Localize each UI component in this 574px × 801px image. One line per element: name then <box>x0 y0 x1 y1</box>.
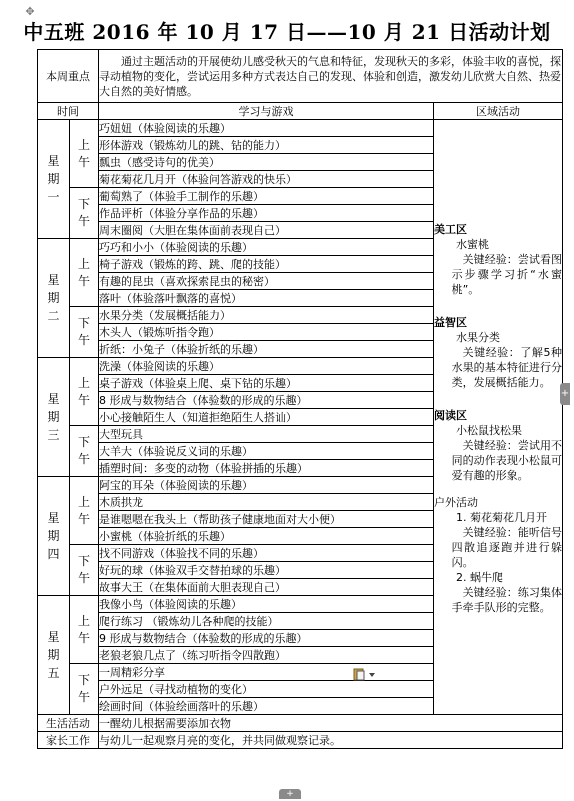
day-label: 星 期 五 <box>38 596 70 715</box>
area-puzzle-exp: 关键经验：了解5种水果的基本特征进行分类，发展概括能力。 <box>451 345 562 389</box>
area-outdoor-exp1: 关键经验：能听信号四散追逐跑并进行躲闪。 <box>451 525 562 569</box>
header-time: 时间 <box>38 103 99 120</box>
focus-text: 通过主题活动的开展使幼儿感受秋天的气息和特征，发现秋天的多彩，体验丰收的喜悦，探寻动植物的变化，尝试运用多种方式表达自己的发现、体验和创造，激发幼儿欣赏大自然、热爱大自然的美好情感。 <box>99 54 561 98</box>
half-label-am: 上 午 <box>70 239 99 307</box>
half-label-pm: 下 午 <box>70 545 99 596</box>
half-label-am: 上 午 <box>70 120 99 188</box>
area-puzzle-head: 益智区 <box>434 315 467 329</box>
activity-item: 落叶（体验落叶飘落的喜悦） <box>99 290 434 307</box>
activity-item: 洗澡（体验阅读的乐趣） <box>99 358 434 375</box>
expand-bottom-tab-icon[interactable]: + <box>279 789 301 799</box>
life-activity-label: 生活活动 <box>38 715 99 732</box>
activity-item: 爬行练习 （锻炼幼儿各种爬的技能） <box>99 613 434 630</box>
area-outdoor-exp2: 关键经验：练习集体手牵手队形的完整。 <box>451 585 562 614</box>
header-area: 区域活动 <box>434 103 563 120</box>
page-title: 中五班 2016 年 10 月 17 日——10 月 21 日活动计划 <box>23 20 551 44</box>
area-outdoor-head: 户外活动 <box>434 495 478 509</box>
activity-item: 椅子游戏（锻炼的跨、跳、爬的技能） <box>99 256 434 273</box>
day-label: 星 期 四 <box>38 477 70 596</box>
life-activity-text: 一醒幼儿根据需要添加衣物 <box>99 715 563 732</box>
activity-item: 菊花菊花几月开（体验问答游戏的快乐） <box>99 171 434 188</box>
parent-work-text: 与幼儿一起观察月亮的变化，并共同做观察记录。 <box>99 732 563 749</box>
activity-item: 大型玩具 <box>99 426 434 443</box>
activity-item: 有趣的昆虫（喜欢探索昆虫的秘密） <box>99 273 434 290</box>
focus-label: 本周重点 <box>38 50 99 103</box>
activity-item: 老狼老狼几点了（练习听指令四散跑） <box>99 647 434 664</box>
activity-plan-table <box>37 49 563 749</box>
day-label: 星 期 二 <box>38 239 70 358</box>
header-learning: 学习与游戏 <box>99 103 434 120</box>
area-activities-cell <box>434 120 563 715</box>
activity-item: 大羊大（体验说反义词的乐趣） <box>99 443 434 460</box>
half-label-pm: 下 午 <box>70 188 99 239</box>
activity-item: 作品评析（体验分享作品的乐趣） <box>99 205 434 222</box>
area-outdoor-item2: 2. 蜗牛爬 <box>456 570 503 584</box>
activity-item: 阿宝的耳朵（体验阅读的乐趣） <box>99 477 434 494</box>
paste-options-icon[interactable] <box>353 668 377 681</box>
area-art-head: 美工区 <box>434 222 467 236</box>
activity-item: 形体游戏（锻炼幼儿的跳、钻的能力） <box>99 137 434 154</box>
activity-item: 折纸：小兔子（体验折纸的乐趣） <box>99 341 434 358</box>
half-label-am: 上 午 <box>70 477 99 545</box>
half-label-pm: 下 午 <box>70 307 99 358</box>
activity-item: 葡萄熟了（体验手工制作的乐趣） <box>99 188 434 205</box>
area-outdoor-item1: 1. 菊花菊花几月开 <box>456 510 547 524</box>
half-label-am: 上 午 <box>70 596 99 664</box>
activity-item: 桌子游戏（体验桌上爬、桌下钻的乐趣） <box>99 375 434 392</box>
activity-item: 9 形成与数物结合（体验数的形成的乐趣） <box>99 630 434 647</box>
activity-item: 巧巧和小小（体验阅读的乐趣） <box>99 239 434 256</box>
activity-item: 我像小鸟（体验阅读的乐趣） <box>99 596 434 613</box>
day-label: 星 期 三 <box>38 358 70 477</box>
activity-item: 木头人（锻炼听指令跑） <box>99 324 434 341</box>
table-move-handle-icon[interactable]: ✥ <box>25 5 35 18</box>
activity-item: 水果分类（发展概括能力） <box>99 307 434 324</box>
activity-item: 是谁嗯嗯在我头上（帮助孩子健康地面对大小便） <box>99 511 434 528</box>
activity-item: 巧妞妞（体验阅读的乐趣） <box>99 120 434 137</box>
activity-item: 8 形成与数物结合（体验数的形成的乐趣） <box>99 392 434 409</box>
area-reading-head: 阅读区 <box>434 408 467 422</box>
focus-text-cell <box>99 50 563 103</box>
day-label: 星 期 一 <box>38 120 70 239</box>
area-reading-name: 小松鼠找松果 <box>456 423 522 437</box>
activity-item: 绘画时间（体验绘画落叶的乐趣） <box>99 698 434 715</box>
expand-side-tab-icon[interactable]: + <box>560 383 570 405</box>
activity-item: 找不同游戏（体验找不同的乐趣） <box>99 545 434 562</box>
activity-item: 好玩的球（体验双手交替拍球的乐趣） <box>99 562 434 579</box>
half-label-pm: 下 午 <box>70 426 99 477</box>
area-art-name: 水蜜桃 <box>456 237 489 251</box>
activity-item: 瓢虫（感受诗句的优美） <box>99 154 434 171</box>
activity-item: 小蜜桃（体验折纸的乐趣） <box>99 528 434 545</box>
activity-item: 一周精彩分享 <box>99 664 434 681</box>
area-puzzle-name: 水果分类 <box>456 330 500 344</box>
activity-item: 木质拱龙 <box>99 494 434 511</box>
half-label-am: 上 午 <box>70 358 99 426</box>
half-label-pm: 下 午 <box>70 664 99 715</box>
activity-item: 故事大王（在集体面前大胆表现自己） <box>99 579 434 596</box>
area-reading-exp: 关键经验：尝试用不同的动作表现小松鼠可爱有趣的形象。 <box>451 438 562 482</box>
parent-work-label: 家长工作 <box>38 732 99 749</box>
activity-item: 周末圈阅（大胆在集体面前表现自己） <box>99 222 434 239</box>
area-art-exp: 关键经验：尝试看图示步骤学习折“水蜜桃”。 <box>451 252 562 296</box>
activity-item: 小心接触陌生人（知道拒绝陌生人搭讪） <box>99 409 434 426</box>
activity-item: 户外远足（寻找动植物的变化） <box>99 681 434 698</box>
activity-item: 插塑时间：多变的动物（体验拼插的乐趣） <box>99 460 434 477</box>
